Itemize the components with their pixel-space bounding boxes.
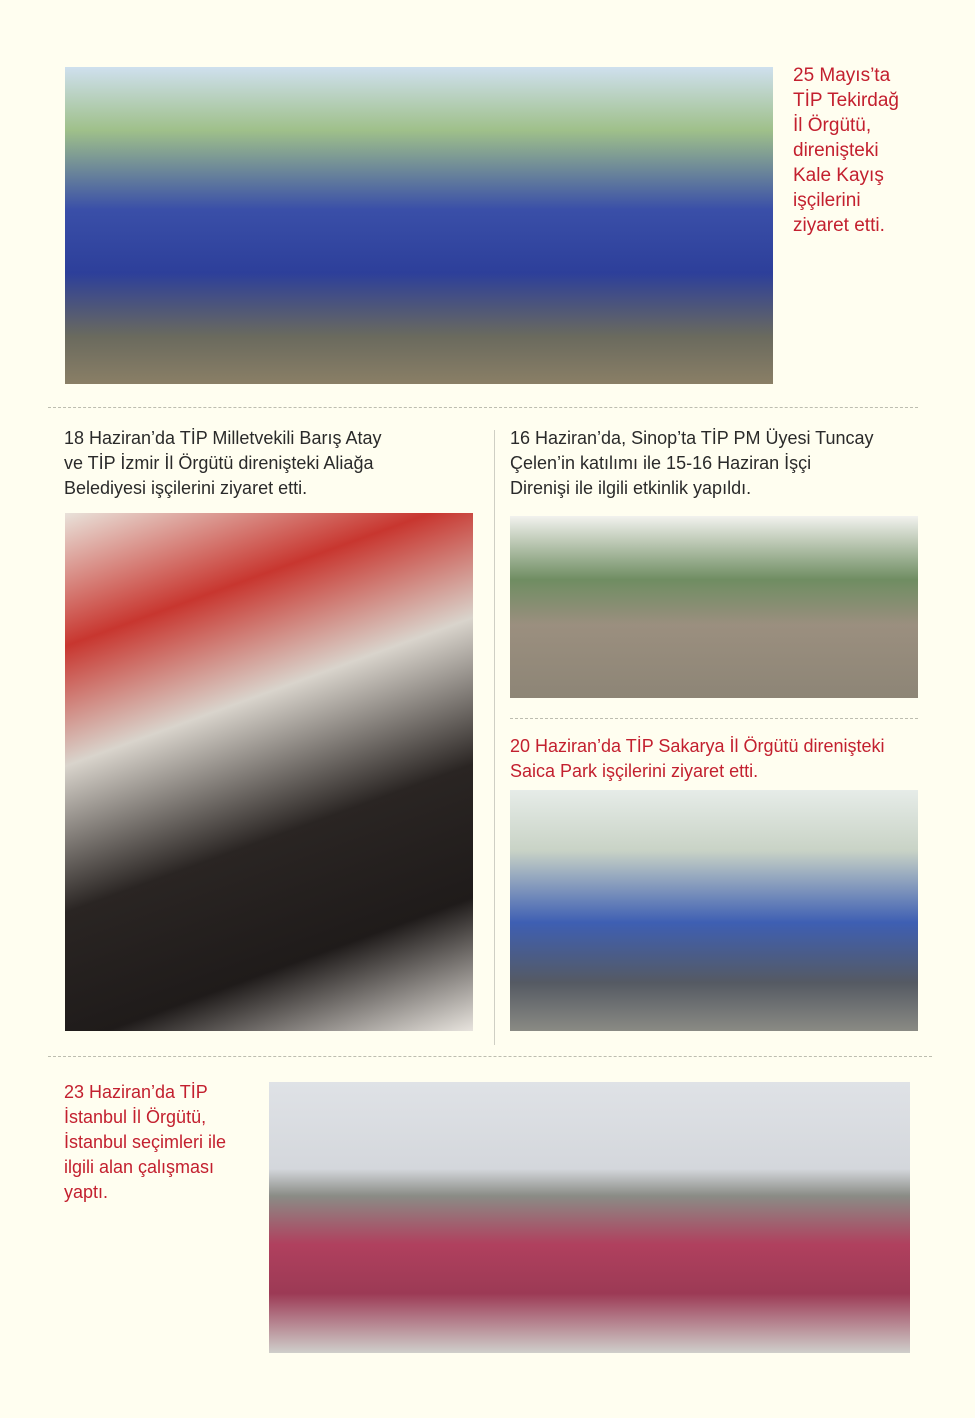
divider: [48, 1056, 932, 1057]
caption-line: TİP Tekirdağ: [793, 90, 899, 111]
divider: [48, 407, 918, 408]
caption-line: 23 Haziran’da TİP: [64, 1082, 208, 1102]
column-divider: [494, 430, 495, 1045]
caption-line: 16 Haziran’da, Sinop’ta TİP PM Üyesi Tuncay: [510, 428, 874, 448]
caption-line: 18 Haziran’da TİP Milletvekili Barış Atay: [64, 428, 382, 448]
caption-line: Saica Park işçilerini ziyaret etti.: [510, 761, 759, 781]
caption-line: İl Örgütü,: [793, 115, 872, 136]
caption-line: yaptı.: [64, 1182, 109, 1202]
photo-tekirdag-kale-kayis-visit: [65, 67, 773, 384]
caption-line: ve TİP İzmir İl Örgütü direnişteki Aliağa: [64, 453, 374, 473]
caption-line: İstanbul seçimleri ile: [64, 1132, 227, 1152]
photo-sinop-event: [510, 516, 918, 698]
caption-tekirdag: [793, 63, 899, 238]
caption-line: 25 Mayıs’ta: [793, 65, 891, 86]
caption-line: ilgili alan çalışması: [64, 1157, 215, 1177]
caption-line: Belediyesi işçilerini ziyaret etti.: [64, 478, 308, 498]
caption-line: 20 Haziran’da TİP Sakarya İl Örgütü direnişteki: [510, 736, 885, 756]
caption-sakarya: [510, 734, 885, 784]
caption-aliaga: [64, 426, 381, 501]
caption-line: Kale Kayış: [793, 165, 884, 186]
photo-saica-park-visit: [510, 790, 918, 1031]
caption-line: İstanbul İl Örgütü,: [64, 1107, 207, 1127]
caption-line: ziyaret etti.: [793, 215, 885, 236]
photo-istanbul-group: [269, 1082, 910, 1353]
caption-istanbul: [64, 1080, 226, 1205]
caption-line: Çelen’in katılımı ile 15-16 Haziran İşçi: [510, 453, 812, 473]
caption-line: Direnişi ile ilgili etkinlik yapıldı.: [510, 478, 752, 498]
photo-aliaga-visit: [65, 513, 473, 1031]
divider: [510, 718, 918, 719]
caption-line: işçilerini: [793, 190, 861, 211]
caption-line: direnişteki: [793, 140, 879, 161]
caption-sinop: [510, 426, 874, 501]
